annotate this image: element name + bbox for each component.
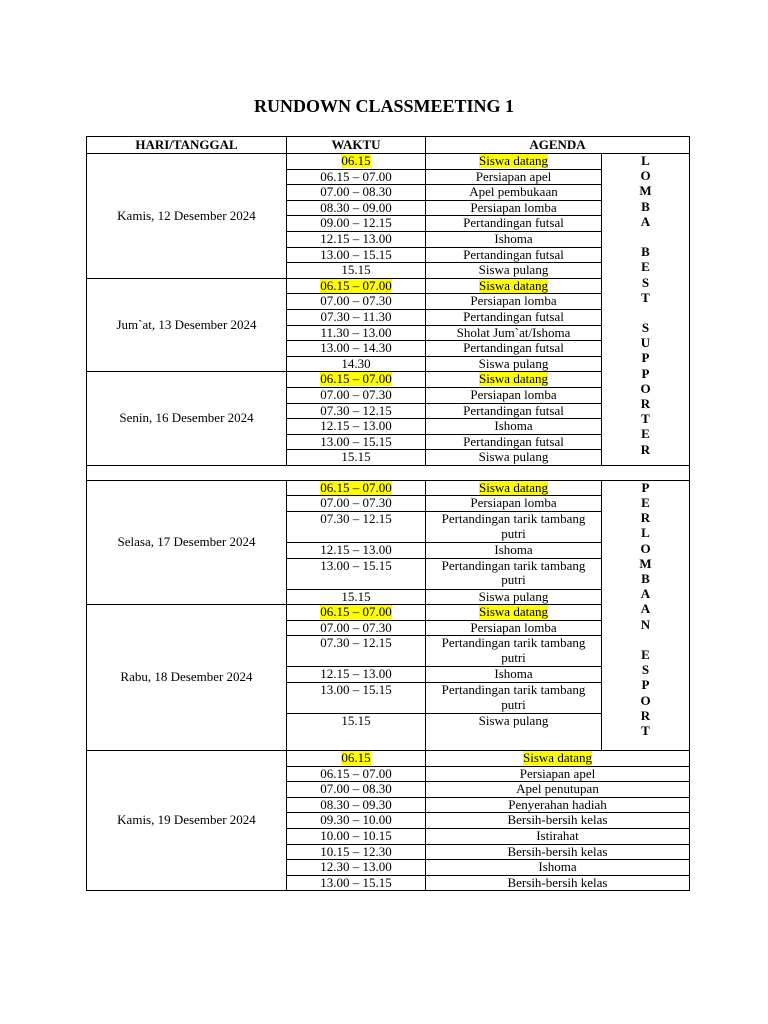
agenda-text: Persiapan lomba [470, 200, 557, 215]
agenda-cell [426, 387, 602, 403]
time-cell [287, 450, 426, 466]
time-text: 13.00 – 15.15 [320, 434, 392, 449]
time-text: 13.00 – 15.15 [320, 875, 392, 890]
time-text: 06.15 – 07.00 [320, 169, 392, 184]
time-cell [287, 434, 426, 450]
side-letter: O [640, 540, 651, 556]
time-cell [287, 496, 426, 512]
time-text: 15.15 [341, 262, 371, 278]
day-cell: Kamis, 19 Desember 2024 [87, 751, 287, 891]
agenda-text: Bersih-bersih kelas [507, 844, 608, 859]
time-text: 06.15 – 07.00 [320, 278, 392, 293]
side-letter: A [640, 601, 651, 617]
time-cell [287, 620, 426, 636]
agenda-cell [426, 325, 602, 341]
time-text: 12.15 – 13.00 [320, 542, 392, 558]
side-letter: P [641, 677, 650, 693]
agenda-text: Ishoma [494, 418, 533, 434]
table-row [87, 372, 690, 388]
agenda-cell [426, 372, 602, 388]
time-text: 15.15 [341, 449, 371, 465]
time-text: 07.00 – 08.30 [320, 781, 392, 797]
agenda-text: Bersih-bersih kelas [507, 875, 608, 890]
agenda-cell [426, 356, 602, 372]
agenda-cell [426, 294, 602, 310]
agenda-text: Pertandingan tarik tambang putri [441, 558, 586, 588]
agenda-cell [426, 185, 602, 201]
side-letter: N [640, 616, 651, 632]
side-letter: E [641, 495, 650, 511]
agenda-cell [426, 154, 602, 170]
time-text: 15.15 [341, 713, 371, 729]
agenda-text: Persiapan lomba [470, 620, 557, 635]
agenda-text: Siswa pulang [478, 713, 549, 729]
agenda-cell [426, 636, 602, 667]
agenda-text: Ishoma [494, 666, 533, 682]
agenda-text: Persiapan apel [519, 766, 596, 781]
agenda-cell [426, 714, 602, 751]
time-cell [287, 403, 426, 419]
table-row [87, 605, 690, 621]
side-letter: U [640, 335, 651, 351]
time-cell [287, 714, 426, 751]
agenda-text: Pertandingan futsal [463, 434, 564, 449]
side-letter: B [641, 571, 650, 586]
time-text: 07.00 – 07.30 [320, 495, 392, 511]
agenda-text: Pertandingan tarik tambang putri [441, 635, 586, 666]
time-cell [287, 372, 426, 388]
side-letter: E [641, 646, 650, 662]
agenda-cell [426, 450, 602, 466]
agenda-text: Ishoma [494, 231, 533, 246]
agenda-cell [426, 403, 602, 419]
agenda-cell [426, 589, 602, 605]
agenda-cell [426, 813, 690, 829]
time-cell [287, 512, 426, 543]
time-text: 06.15 – 07.00 [320, 371, 392, 387]
agenda-cell [426, 200, 602, 216]
side-letter: T [641, 289, 650, 305]
side-letter: R [640, 707, 651, 723]
agenda-cell [426, 496, 602, 512]
time-text: 07.00 – 07.30 [320, 620, 392, 635]
agenda-text: Apel penutupan [516, 781, 599, 797]
header-agenda: AGENDA [426, 137, 690, 154]
agenda-text: Siswa pulang [478, 449, 549, 465]
time-cell [287, 419, 426, 435]
time-text: 11.30 – 13.00 [320, 325, 392, 340]
time-text: 12.30 – 13.00 [320, 859, 392, 875]
time-text: 13.00 – 15.15 [320, 247, 392, 262]
time-text: 15.15 [341, 589, 371, 604]
table-row [87, 154, 690, 170]
time-cell [287, 751, 426, 767]
side-letter: O [640, 692, 651, 708]
time-text: 06.15 – 07.00 [320, 480, 392, 495]
time-text: 06.15 [341, 153, 371, 168]
side-letter: O [640, 380, 651, 396]
agenda-cell [426, 667, 602, 683]
time-text: 10.15 – 12.30 [320, 844, 392, 859]
time-text: 07.30 – 11.30 [320, 309, 392, 324]
agenda-cell [426, 844, 690, 860]
header-day: HARI/TANGGAL [87, 137, 287, 154]
time-cell [287, 387, 426, 403]
agenda-cell [426, 480, 602, 496]
agenda-cell [426, 605, 602, 621]
time-cell [287, 294, 426, 310]
agenda-cell [426, 169, 602, 185]
time-cell [287, 636, 426, 667]
time-cell [287, 605, 426, 621]
time-cell [287, 558, 426, 589]
agenda-cell [426, 620, 602, 636]
side-letter: P [641, 365, 650, 381]
time-text: 14.30 [341, 356, 371, 371]
time-cell [287, 263, 426, 279]
time-text: 13.00 – 14.30 [320, 340, 392, 356]
agenda-text: Siswa datang [479, 371, 548, 387]
time-cell [287, 278, 426, 294]
table-row [87, 751, 690, 767]
time-text: 07.30 – 12.15 [320, 403, 392, 418]
agenda-cell [426, 309, 602, 325]
agenda-cell [426, 419, 602, 435]
agenda-cell [426, 231, 602, 247]
agenda-text: Pertandingan futsal [463, 309, 564, 324]
time-text: 06.15 – 07.00 [320, 766, 392, 781]
side-letter: T [641, 722, 650, 738]
side-letter: S [641, 274, 650, 290]
side-letter: E [641, 426, 650, 442]
agenda-cell [426, 860, 690, 876]
spacer-cell [87, 465, 690, 480]
time-text: 07.00 – 08.30 [320, 184, 392, 200]
day-cell: Selasa, 17 Desember 2024 [87, 480, 287, 604]
time-text: 07.00 – 07.30 [320, 293, 392, 309]
time-text: 10.00 – 10.15 [320, 828, 392, 843]
time-cell [287, 813, 426, 829]
agenda-text: Penyerahan hadiah [508, 797, 607, 812]
side-letter: B [641, 244, 650, 260]
side-letter: R [640, 510, 651, 526]
agenda-cell [426, 216, 602, 232]
side-letter: P [641, 350, 650, 366]
time-text: 06.15 – 07.00 [320, 604, 392, 620]
time-cell [287, 683, 426, 714]
agenda-cell [426, 543, 602, 559]
time-cell [287, 309, 426, 325]
side-letter [604, 306, 687, 321]
time-text: 09.00 – 12.15 [320, 215, 392, 231]
time-text: 13.00 – 15.15 [320, 558, 392, 573]
agenda-text: Siswa pulang [478, 262, 549, 278]
spacer-row [87, 465, 690, 480]
time-cell [287, 543, 426, 559]
time-text: 12.15 – 13.00 [320, 231, 392, 246]
time-cell [287, 875, 426, 891]
agenda-cell [426, 797, 690, 813]
agenda-text: Bersih-bersih kelas [507, 812, 608, 828]
time-text: 06.15 [341, 750, 371, 766]
agenda-cell [426, 782, 690, 798]
agenda-text: Ishoma [494, 542, 533, 558]
agenda-cell [426, 829, 690, 845]
time-cell [287, 200, 426, 216]
side-letter: P [641, 480, 650, 495]
time-cell [287, 667, 426, 683]
table-row [87, 480, 690, 496]
time-text: 08.30 – 09.30 [320, 797, 392, 812]
agenda-text: Siswa datang [523, 750, 592, 766]
side-letter: M [639, 555, 652, 571]
side-letter: S [641, 662, 650, 678]
side-letter: L [641, 153, 650, 168]
agenda-cell [426, 341, 602, 357]
agenda-cell [426, 683, 602, 714]
agenda-text: Ishoma [538, 859, 577, 875]
side-letter: M [639, 183, 652, 199]
agenda-cell [426, 512, 602, 543]
agenda-text: Pertandingan futsal [463, 403, 564, 418]
time-cell [287, 341, 426, 357]
time-text: 13.00 – 15.15 [320, 682, 392, 698]
time-cell [287, 325, 426, 341]
agenda-text: Pertandingan tarik tambang putri [441, 682, 586, 712]
agenda-text: Persiapan apel [475, 169, 552, 184]
header-time: WAKTU [287, 137, 426, 154]
side-letter: R [640, 441, 651, 457]
agenda-text: Istirahat [536, 828, 579, 843]
agenda-text: Pertandingan futsal [463, 215, 564, 231]
side-letter: S [641, 320, 650, 336]
side-letter: R [640, 396, 651, 411]
agenda-text: Persiapan lomba [470, 293, 557, 309]
side-label-lomba-best-supporter [602, 154, 690, 466]
page-title: RUNDOWN CLASSMEETING 1 [253, 96, 515, 116]
time-cell [287, 782, 426, 798]
agenda-cell [426, 247, 602, 263]
side-letter [604, 633, 687, 648]
agenda-cell [426, 875, 690, 891]
agenda-cell [426, 766, 690, 782]
agenda-cell [426, 558, 602, 589]
table-row [87, 278, 690, 294]
side-label-perlombaan-esport [602, 480, 690, 750]
time-text: 07.30 – 12.15 [320, 511, 392, 527]
agenda-cell [426, 278, 602, 294]
agenda-text: Siswa pulang [478, 356, 549, 371]
time-text: 07.00 – 07.30 [320, 387, 392, 402]
side-letter: O [640, 168, 651, 184]
time-cell [287, 797, 426, 813]
day-cell: Senin, 16 Desember 2024 [87, 372, 287, 466]
time-cell [287, 356, 426, 372]
agenda-text: Pertandingan futsal [463, 247, 564, 262]
agenda-text: Persiapan lomba [470, 495, 557, 511]
time-cell [287, 169, 426, 185]
time-cell [287, 860, 426, 876]
agenda-text: Siswa datang [479, 278, 548, 293]
agenda-text: Siswa pulang [478, 589, 549, 604]
time-cell [287, 216, 426, 232]
time-cell [287, 247, 426, 263]
day-cell: Kamis, 12 Desember 2024 [87, 154, 287, 279]
time-cell [287, 844, 426, 860]
header-row [87, 137, 690, 154]
time-text: 12.15 – 13.00 [320, 666, 392, 682]
side-letter: L [641, 525, 650, 541]
time-cell [287, 231, 426, 247]
side-letter: A [640, 213, 651, 229]
side-letter: E [641, 259, 650, 275]
agenda-text: Siswa datang [479, 153, 548, 168]
agenda-cell [426, 434, 602, 450]
agenda-cell [426, 751, 690, 767]
day-cell: Rabu, 18 Desember 2024 [87, 605, 287, 751]
time-cell [287, 154, 426, 170]
agenda-text: Siswa datang [479, 604, 548, 620]
agenda-text: Pertandingan futsal [463, 340, 564, 356]
rundown-table [86, 136, 690, 891]
agenda-text: Siswa datang [479, 480, 548, 495]
agenda-text: Sholat Jum`at/Ishoma [456, 325, 571, 340]
side-letter: T [641, 411, 650, 427]
time-cell [287, 829, 426, 845]
time-text: 08.30 – 09.00 [320, 200, 392, 215]
side-letter: B [641, 198, 650, 214]
agenda-text: Persiapan lomba [470, 387, 557, 402]
side-letter [604, 230, 687, 245]
time-cell [287, 766, 426, 782]
time-text: 09.30 – 10.00 [320, 812, 392, 828]
day-cell: Jum`at, 13 Desember 2024 [87, 278, 287, 372]
time-cell [287, 185, 426, 201]
time-cell [287, 589, 426, 605]
side-letter: A [640, 586, 651, 602]
agenda-cell [426, 263, 602, 279]
agenda-text: Apel pembukaan [469, 184, 558, 200]
time-cell [287, 480, 426, 496]
time-text: 07.30 – 12.15 [320, 635, 392, 651]
agenda-text: Pertandingan tarik tambang putri [441, 511, 586, 541]
time-text: 12.15 – 13.00 [320, 418, 392, 434]
